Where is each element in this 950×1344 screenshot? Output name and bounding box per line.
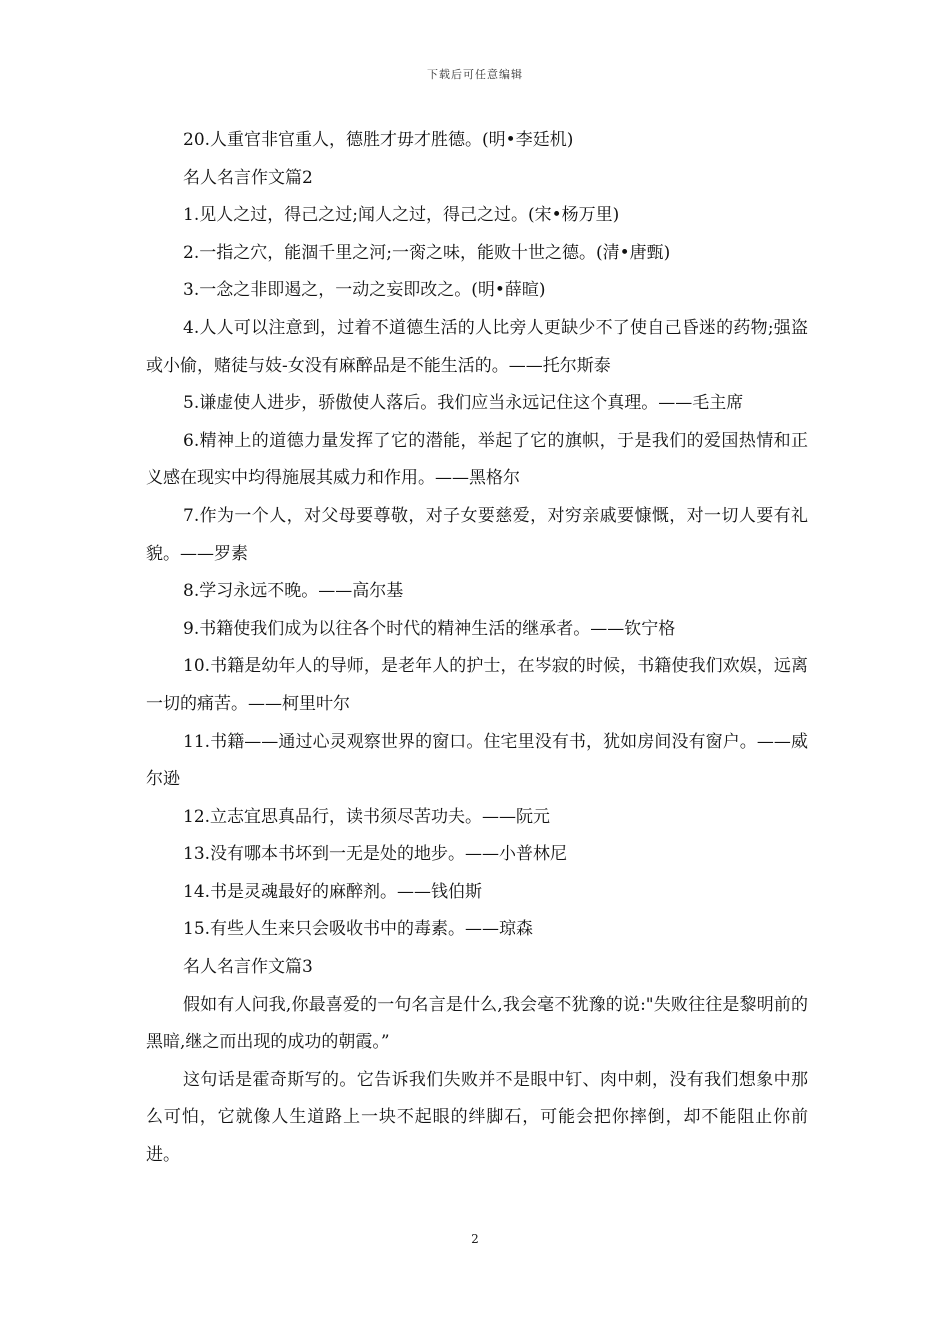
paragraph-quote-9: 9.书籍使我们成为以往各个时代的精神生活的继承者。——钦宁格 [183,618,676,639]
paragraph-quote-5: 5.谦虚使人进步，骄傲使人落后。我们应当永远记住这个真理。——毛主席 [183,393,744,414]
paragraph-quote-10: 10.书籍是幼年人的导师，是老年人的护士，在岑寂的时候，书籍使我们欢娱，远离一切的痛苦。——柯里叶尔 [146,656,808,714]
paragraph-quote-7: 7.作为一个人，对父母要尊敬，对子女要慈爱，对穷亲戚要慷慨，对一切人要有礼貌。——罗素 [146,505,808,564]
page-number: 2 [471,1232,479,1246]
essay-paragraph-1: 假如有人问我,你最喜爱的一句名言是什么,我会毫不犹豫的说:"失败往往是黎明前的黑暗,继之而出现的成功的朝霞。” [146,994,808,1053]
section-heading-2: 名人名言作文篇2 [183,167,313,188]
document-body [146,122,808,1175]
paragraph-quote-20: 20.人重官非官重人，德胜才毋才胜德。(明•李廷机) [183,130,574,150]
paragraph-quote-4: 4.人人可以注意到，过着不道德生活的人比旁人更缺少不了使自己昏迷的药物;强盗或小偷，赌徒与妓-女没有麻醉品是不能生活的。——托尔斯泰 [146,317,808,376]
paragraph-quote-8: 8.学习永远不晚。——高尔基 [183,581,404,602]
page-header: 下载后可任意编辑 [427,68,523,81]
paragraph-quote-2: 2.一指之穴，能涸千里之河;一脔之味，能败十世之德。(清•唐甄) [183,242,671,263]
paragraph-quote-15: 15.有些人生来只会吸收书中的毒素。——琼森 [183,919,534,940]
paragraph-quote-14: 14.书是灵魂最好的麻醉剂。——钱伯斯 [183,881,483,902]
paragraph-quote-11: 11.书籍——通过心灵观察世界的窗口。住宅里没有书，犹如房间没有窗户。——威尔逊 [146,731,808,790]
section-heading-3: 名人名言作文篇3 [183,957,313,978]
paragraph-quote-13: 13.没有哪本书坏到一无是处的地步。——小普林尼 [183,844,568,865]
paragraph-quote-12: 12.立志宜思真品行，读书须尽苦功夫。——阮元 [183,806,551,827]
paragraph-quote-3: 3.一念之非即遏之，一动之妄即改之。(明•薛暄) [183,280,546,301]
paragraph-quote-1: 1.见人之过，得己之过;闻人之过，得己之过。(宋•杨万里) [183,205,620,226]
paragraph-quote-6: 6.精神上的道德力量发挥了它的潜能，举起了它的旗帜，于是我们的爱国热情和正义感在现实中均得施展其威力和作用。——黑格尔 [146,430,808,489]
essay-paragraph-2: 这句话是霍奇斯写的。它告诉我们失败并不是眼中钉、肉中刺，没有我们想象中那么可怕，它就像人生道路上一块不起眼的绊脚石，可能会把你摔倒，却不能阻止你前进。 [146,1069,808,1166]
